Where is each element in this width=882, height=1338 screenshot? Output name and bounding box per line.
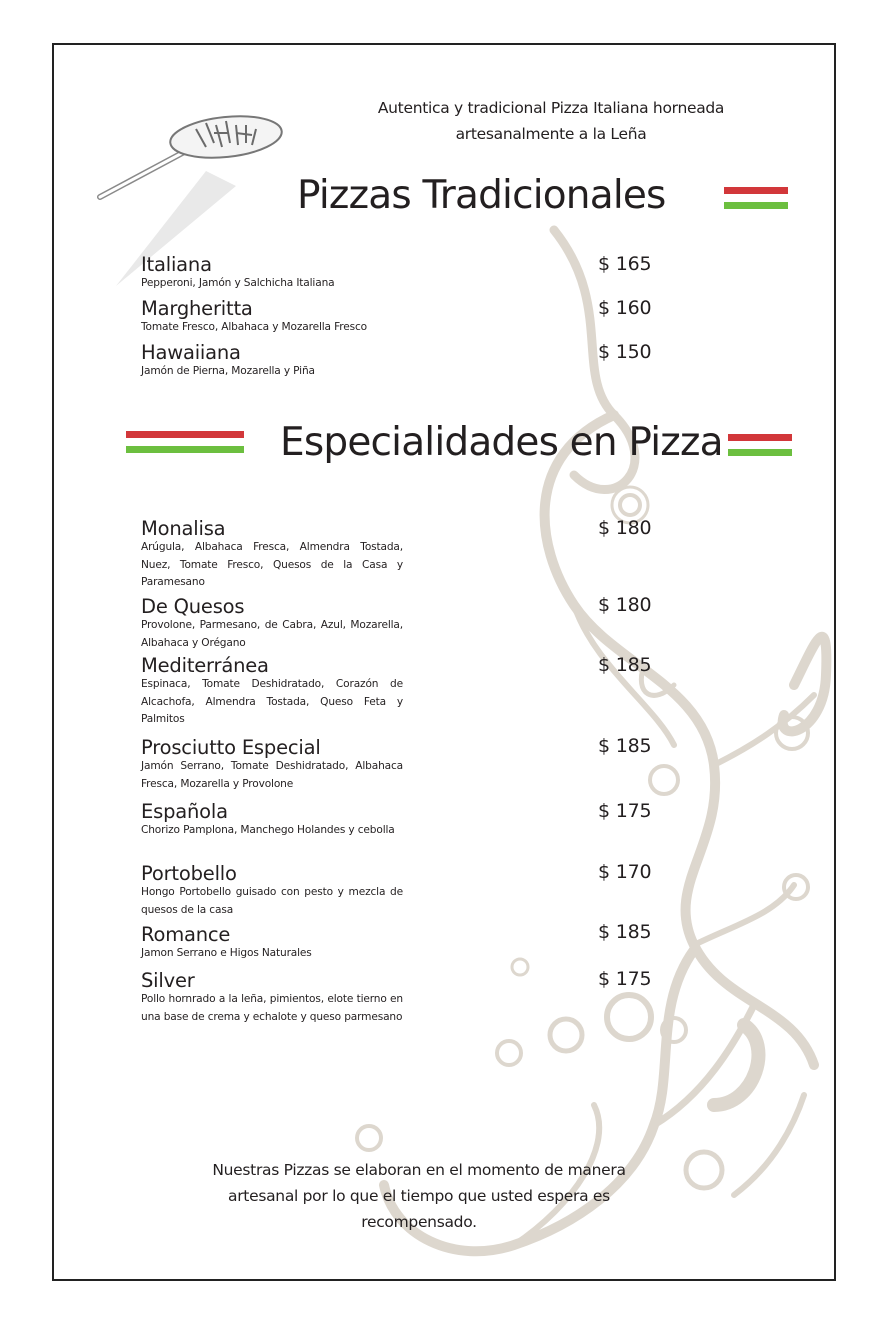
item-description: Provolone, Parmesano, de Cabra, Azul, Mozarella, Albahaca y Orégano <box>141 619 403 649</box>
item-description: Jamón de Pierna, Mozarella y Piña <box>141 365 315 377</box>
item-description: Jamon Serrano e Higos Naturales <box>141 947 312 959</box>
menu-page <box>52 43 836 1281</box>
item-description: Tomate Fresco, Albahaca y Mozarella Fresco <box>141 321 368 333</box>
item-price: $ 185 <box>598 654 652 676</box>
item-price: $ 180 <box>598 594 652 616</box>
footer-line-2: artesanal por lo que el tiempo que usted espera es <box>228 1187 610 1205</box>
italian-flag-stripes <box>724 187 788 209</box>
item-description: Arúgula, Albahaca Fresca, Almendra Tostada, Nuez, Tomate Fresco, Quesos de la Casa y Paramesano <box>141 541 403 588</box>
item-name: Prosciutto Especial <box>141 736 321 759</box>
intro-line-2: artesanalmente a la Leña <box>455 125 647 143</box>
item-price: $ 185 <box>598 921 652 943</box>
item-price: $ 175 <box>598 968 652 990</box>
item-description: Chorizo Pamplona, Manchego Holandes y cebolla <box>141 824 395 836</box>
menu-item <box>141 971 403 1026</box>
item-price: $ 160 <box>598 297 652 319</box>
menu-item <box>141 802 403 840</box>
item-description: Hongo Portobello guisado con pesto y mezcla de quesos de la casa <box>141 886 403 916</box>
menu-item <box>141 738 403 793</box>
footer-note <box>204 1157 634 1235</box>
item-description: Jamón Serrano, Tomate Deshidratado, Albahaca Fresca, Mozarella y Provolone <box>141 760 403 790</box>
item-price: $ 170 <box>598 861 652 883</box>
item-price: $ 150 <box>598 341 652 363</box>
intro-line-1: Autentica y tradicional Pizza Italiana horneada <box>377 99 725 117</box>
item-price: $ 185 <box>598 735 652 757</box>
item-name: Española <box>141 800 228 823</box>
menu-item <box>141 255 403 293</box>
item-name: Portobello <box>141 862 237 885</box>
item-name: Italiana <box>141 253 212 276</box>
section-title-especialidades: Especialidades en Pizza <box>280 420 723 465</box>
item-description: Pollo hornrado a la leña, pimientos, elote tierno en una base de crema y echalote y queso parmesano <box>141 993 403 1023</box>
menu-item <box>141 864 403 919</box>
menu-item <box>141 299 403 337</box>
item-price: $ 165 <box>598 253 652 275</box>
item-name: Mediterránea <box>141 654 269 677</box>
item-price: $ 175 <box>598 800 652 822</box>
menu-item <box>141 343 403 381</box>
item-name: Monalisa <box>141 517 226 540</box>
footer-line-3: recompensado. <box>361 1213 477 1231</box>
italian-flag-stripes <box>126 431 244 453</box>
item-name: Margheritta <box>141 297 253 320</box>
section-title-tradicionales: Pizzas Tradicionales <box>297 173 666 218</box>
item-name: Hawaiiana <box>141 341 241 364</box>
menu-item <box>141 925 403 963</box>
item-name: Romance <box>141 923 231 946</box>
item-name: De Quesos <box>141 595 245 618</box>
intro-text <box>354 95 748 147</box>
italian-flag-stripes <box>728 434 792 456</box>
menu-item <box>141 519 403 592</box>
menu-item <box>141 656 403 729</box>
item-description: Espinaca, Tomate Deshidratado, Corazón de Alcachofa, Almendra Tostada, Queso Feta y Palmitos <box>141 678 403 725</box>
item-name: Silver <box>141 969 195 992</box>
item-price: $ 180 <box>598 517 652 539</box>
footer-line-1: Nuestras Pizzas se elaboran en el momento de manera <box>212 1161 626 1179</box>
item-description: Pepperoni, Jamón y Salchicha Italiana <box>141 277 335 289</box>
menu-item <box>141 597 403 652</box>
